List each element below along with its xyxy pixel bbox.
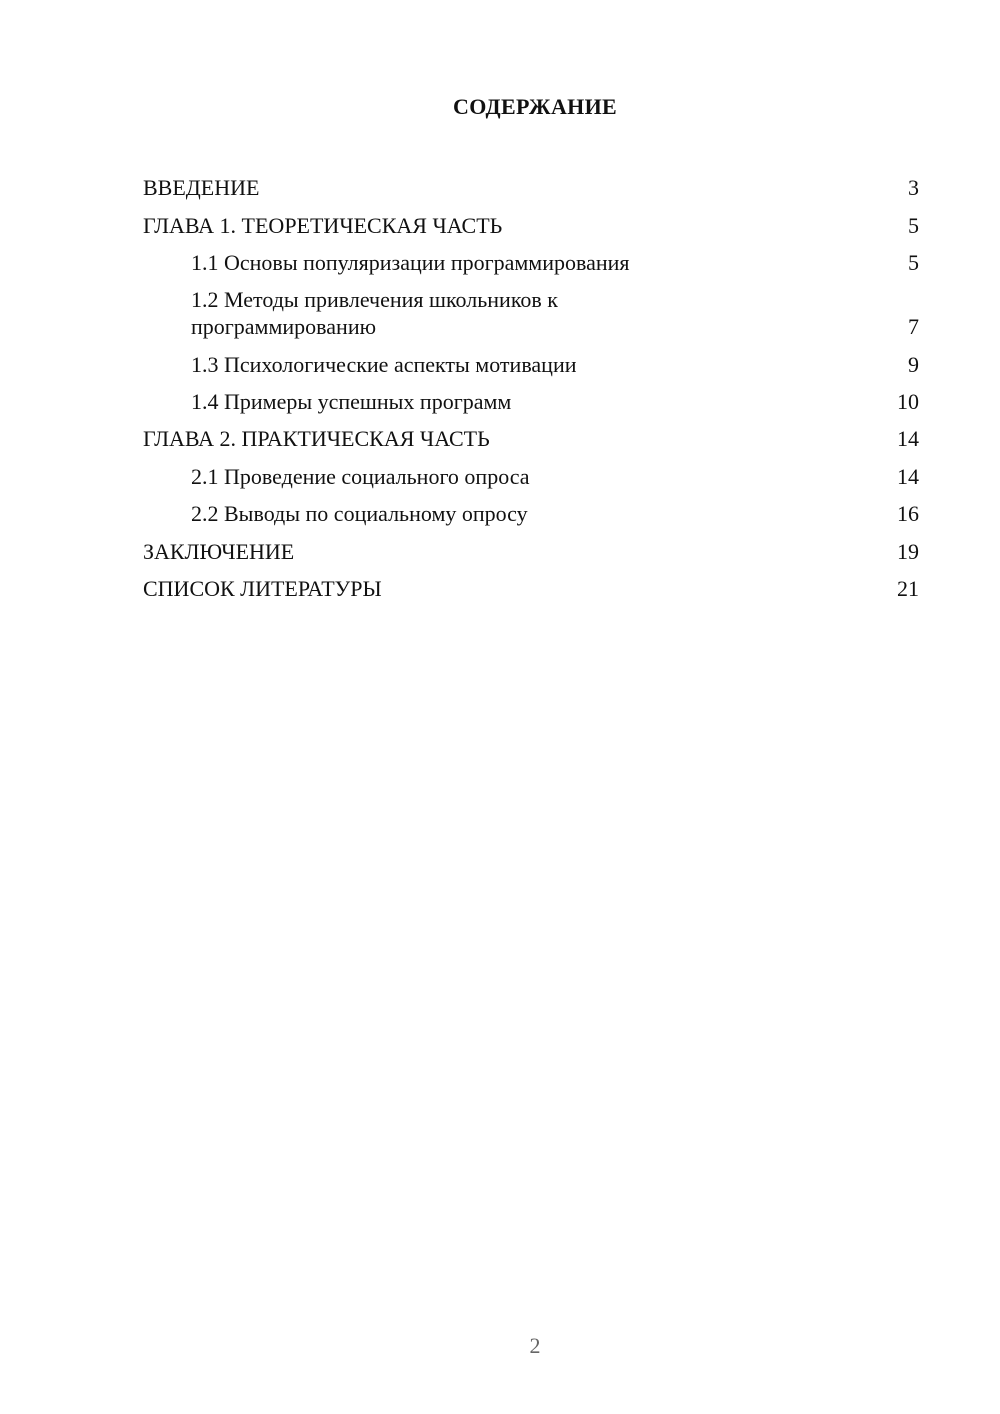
toc-entry-chapter-1[interactable] (143, 205, 919, 242)
toc-entry-label: ЗАКЛЮЧЕНИЕ (143, 538, 295, 564)
toc-entry-page: 3 (908, 175, 919, 201)
toc-entry-label: 2.2 Выводы по социальному опросу (191, 501, 528, 527)
table-of-contents (143, 168, 919, 606)
toc-entry-label: 1.2 Методы привлечения школьников к программированию (191, 287, 558, 340)
toc-entry-label: ГЛАВА 1. ТЕОРЕТИЧЕСКАЯ ЧАСТЬ (143, 212, 503, 238)
toc-entry-page: 14 (897, 426, 919, 452)
toc-entry-section-2-1[interactable] (143, 456, 919, 493)
toc-entry-page: 9 (908, 351, 919, 377)
toc-entry-label: 2.1 Проведение социального опроса (191, 463, 530, 489)
toc-entry-page: 19 (897, 538, 919, 564)
toc-entry-section-1-4[interactable] (143, 382, 919, 419)
toc-entry-label: 1.3 Психологические аспекты мотивации (191, 351, 577, 377)
toc-entry-chapter-2[interactable] (143, 419, 919, 456)
toc-entry-page: 21 (897, 575, 919, 601)
toc-entry-label: ГЛАВА 2. ПРАКТИЧЕСКАЯ ЧАСТЬ (143, 426, 490, 452)
toc-entry-section-2-2[interactable] (143, 494, 919, 531)
toc-entry-page: 5 (908, 212, 919, 238)
toc-entry-page: 10 (897, 388, 919, 414)
toc-entry-section-1-3[interactable] (143, 344, 919, 381)
toc-entry-page: 7 (908, 314, 919, 340)
toc-entry-page: 14 (897, 463, 919, 489)
page-number: 2 (529, 1333, 541, 1358)
toc-entry-page: 5 (908, 250, 919, 276)
toc-entry-label: ВВЕДЕНИЕ (143, 175, 260, 201)
toc-entry-references[interactable] (143, 569, 919, 606)
toc-entry-label: 1.1 Основы популяризации программирования (191, 250, 630, 276)
toc-entry-label: СПИСОК ЛИТЕРАТУРЫ (143, 575, 382, 601)
toc-entry-section-1-1[interactable] (143, 243, 919, 280)
toc-title: СОДЕРЖАНИЕ (453, 94, 617, 119)
toc-entry-page: 16 (897, 501, 919, 527)
toc-entry-introduction[interactable] (143, 168, 919, 205)
toc-entry-conclusion[interactable] (143, 531, 919, 568)
toc-entry-section-1-2[interactable] (143, 280, 919, 344)
toc-entry-label: 1.4 Примеры успешных программ (191, 388, 512, 414)
